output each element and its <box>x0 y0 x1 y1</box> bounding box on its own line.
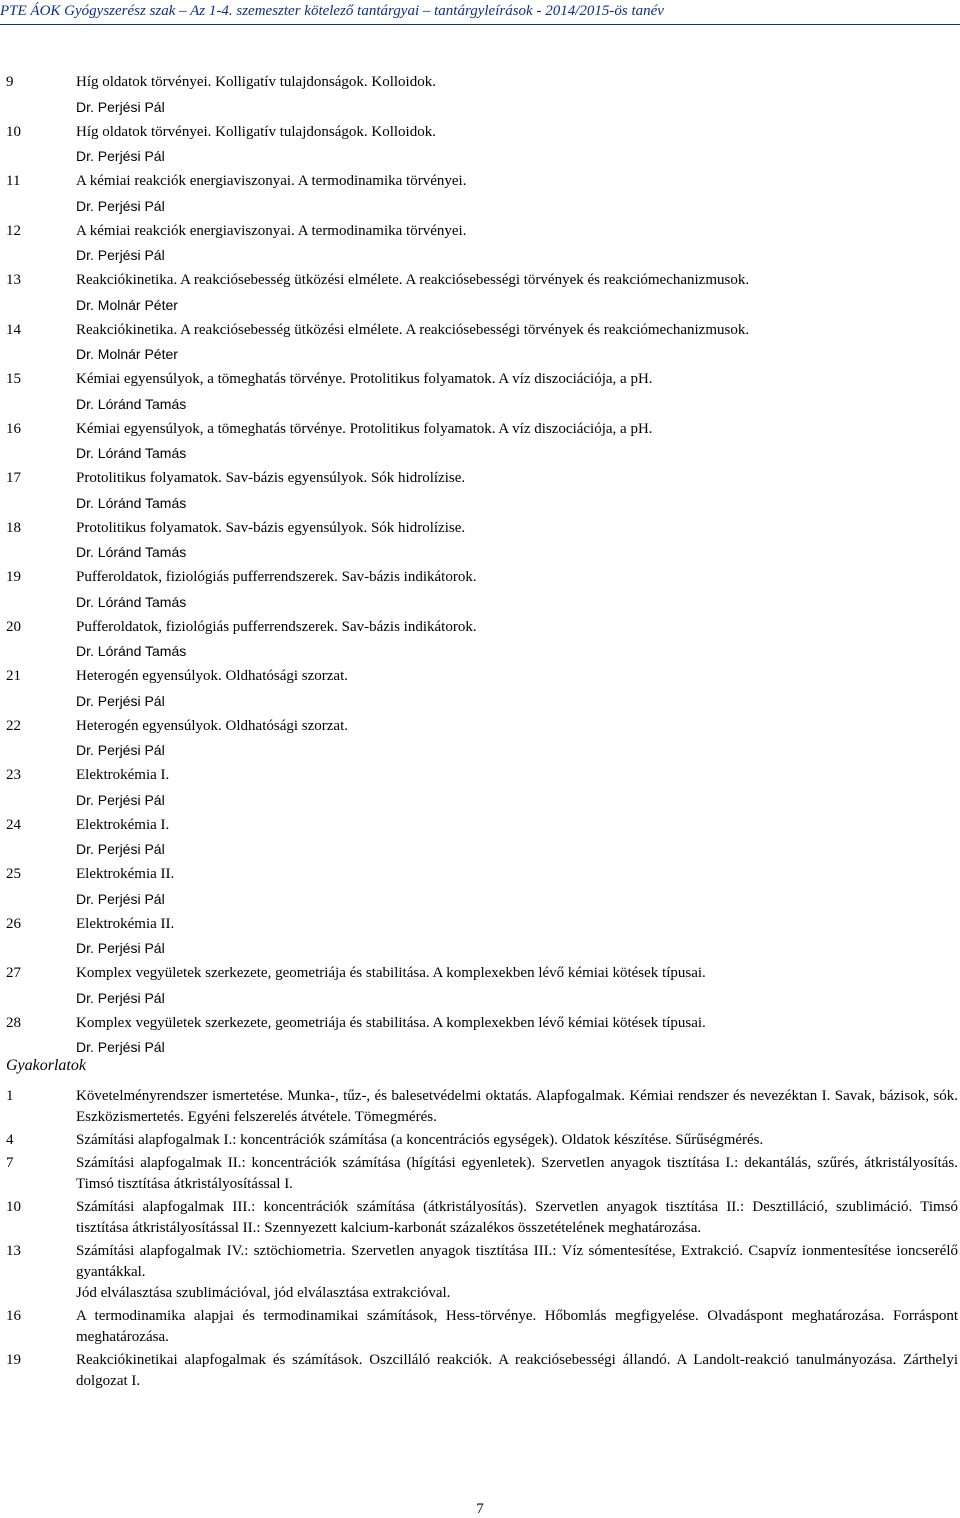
lecture-number: 26 <box>6 915 21 932</box>
lecturer-name: Dr. Perjési Pál <box>76 841 165 857</box>
practical-item <box>0 1306 960 1348</box>
lecturer-name: Dr. Lóránd Tamás <box>76 544 187 560</box>
lecture-title: Híg oldatok törvényei. Kolligatív tulajdonságok. Kolloidok. <box>76 74 436 90</box>
practical-week-number: 19 <box>6 1352 21 1368</box>
lecture-number: 21 <box>6 668 21 684</box>
practical-week-number: 4 <box>6 1132 14 1148</box>
practical-description: Számítási alapfogalmak I.: koncentrációk számítása (a koncentrációs egységek). Oldatok készítése. Sűrűségmérés. <box>76 1132 764 1148</box>
lecture-number: 19 <box>6 569 21 585</box>
lecture-item <box>0 268 960 318</box>
practical-week-number: 13 <box>6 1243 21 1259</box>
lecturer-name: Dr. Perjési Pál <box>76 197 165 214</box>
lecturer-name: Dr. Molnár Péter <box>76 296 178 313</box>
practical-description: A termodinamika alapjai és termodinamikai számítások, Hess-törvénye. Hőbomlás megfigyelése. Olvadáspont meghatározása. Forráspont meghatározása. <box>76 1308 958 1345</box>
lecture-number: 25 <box>6 866 21 882</box>
practical-description: Követelményrendszer ismertetése. Munka-, tűz-, és balesetvédelmi oktatás. Alapfogalmak. Kémiai rendszer és nevezéktan I. Savak, bázisok, sók. Eszközismertetés. Egyéni felszerelés átvétele. Tömegmérés. <box>76 1088 958 1125</box>
lecture-number: 16 <box>6 420 21 437</box>
lecture-item <box>0 219 960 269</box>
lecturer-name: Dr. Lóránd Tamás <box>76 593 187 610</box>
lecture-item <box>0 862 960 912</box>
lecture-title: Elektrokémia I. <box>76 816 170 833</box>
lecture-title: Reakciókinetika. A reakciósebesség ütközési elmélete. A reakciósebességi törvények és reakciómechanizmusok. <box>76 321 750 338</box>
lecture-list <box>0 70 960 1060</box>
lecture-item <box>0 714 960 764</box>
lecture-item <box>0 367 960 417</box>
lecture-number: 11 <box>6 173 21 189</box>
lecturer-name: Dr. Perjési Pál <box>76 940 165 956</box>
lecture-number: 14 <box>6 321 21 338</box>
lecture-item <box>0 615 960 665</box>
lecture-item <box>0 120 960 170</box>
lecture-title: Elektrokémia II. <box>76 866 175 882</box>
lecture-title: Kémiai egyensúlyok, a tömeghatás törvénye. Protolitikus folyamatok. A víz diszociációja, a pH. <box>76 420 653 437</box>
lecturer-name: Dr. Lóránd Tamás <box>76 445 187 461</box>
practical-extra-description: Jód elválasztása szublimációval, jód elválasztása extrakcióval. <box>76 1285 451 1301</box>
lecture-item <box>0 70 960 120</box>
practical-item <box>0 1086 960 1128</box>
lecture-title: Komplex vegyületek szerkezete, geometriája és stabilitása. A komplexekben lévő kémiai kötések típusai. <box>76 1014 706 1031</box>
lecture-item <box>0 912 960 962</box>
lecture-title: Komplex vegyületek szerkezete, geometriája és stabilitása. A komplexekben lévő kémiai kötések típusai. <box>76 965 706 981</box>
lecture-number: 9 <box>6 74 14 90</box>
page-header: PTE ÁOK Gyógyszerész szak – Az 1-4. szemeszter kötelező tantárgyai – tantárgyleírások - 2014/2015-ös tanév <box>0 3 664 19</box>
practical-week-number: 1 <box>6 1088 14 1104</box>
section-title-practicals: Gyakorlatok <box>6 1057 86 1074</box>
lecturer-name: Dr. Lóránd Tamás <box>76 395 187 412</box>
lecture-item <box>0 417 960 467</box>
lecture-title: Híg oldatok törvényei. Kolligatív tulajdonságok. Kolloidok. <box>76 123 436 140</box>
lecture-title: Heterogén egyensúlyok. Oldhatósági szorzat. <box>76 668 348 684</box>
practical-description: Számítási alapfogalmak II.: koncentrációk számítása (hígítási egyenletek). Szervetlen anyagok tisztítása I.: dekantálás, szűrés, átkristályosítás. Timsó tisztítása átkristályosítással I. <box>76 1155 958 1192</box>
lecturer-name: Dr. Perjési Pál <box>76 247 165 263</box>
lecture-number: 17 <box>6 470 21 486</box>
lecture-item <box>0 466 960 516</box>
lecture-title: Elektrokémia II. <box>76 915 175 932</box>
practical-description: Számítási alapfogalmak III.: koncentrációk számítása (átkristályosítás). Szervetlen anyagok tisztítása II.: Desztilláció, szublimáció. Timsó tisztítása átkristályosítással II.: Szennyezett kalcium-karbonát százalékos összetételének meghatározása. <box>76 1199 958 1236</box>
lecture-title: Protolitikus folyamatok. Sav-bázis egyensúlyok. Sók hidrolízise. <box>76 519 466 536</box>
lecture-title: A kémiai reakciók energiaviszonyai. A termodinamika törvényei. <box>76 222 467 239</box>
practical-item <box>0 1197 960 1239</box>
lecture-number: 24 <box>6 816 21 833</box>
lecture-title: Pufferoldatok, fiziológiás pufferrendszerek. Sav-bázis indikátorok. <box>76 569 477 585</box>
practical-list <box>0 1086 960 1394</box>
practical-description: Reakciókinetikai alapfogalmak és számítások. Oszcilláló reakciók. A reakciósebességi állandó. A Landolt-reakció tanulmányozása. Zárthelyi dolgozat I. <box>76 1352 958 1389</box>
lecture-title: Protolitikus folyamatok. Sav-bázis egyensúlyok. Sók hidrolízise. <box>76 470 466 486</box>
lecture-item <box>0 1011 960 1061</box>
lecturer-name: Dr. Perjési Pál <box>76 148 165 164</box>
lecturer-name: Dr. Perjési Pál <box>76 742 165 758</box>
lecture-item <box>0 318 960 368</box>
lecture-item <box>0 169 960 219</box>
practical-item <box>0 1130 960 1151</box>
lecture-number: 12 <box>6 222 21 239</box>
lecture-number: 18 <box>6 519 21 536</box>
lecture-item <box>0 664 960 714</box>
lecture-title: Kémiai egyensúlyok, a tömeghatás törvénye. Protolitikus folyamatok. A víz diszociációja, a pH. <box>76 371 653 387</box>
lecturer-name: Dr. Perjési Pál <box>76 98 165 115</box>
practical-description: Számítási alapfogalmak IV.: sztöchiometria. Szervetlen anyagok tisztítása III.: Víz sómentesítése, Extrakció. Csapvíz ionmentesítése ioncserélő gyantákkal. <box>76 1243 958 1280</box>
lecturer-name: Dr. Molnár Péter <box>76 346 178 362</box>
lecturer-name: Dr. Perjési Pál <box>76 890 165 907</box>
lecture-number: 28 <box>6 1014 21 1031</box>
header-divider <box>0 24 960 25</box>
practical-week-number: 16 <box>6 1308 21 1324</box>
lecture-item <box>0 763 960 813</box>
lecture-number: 15 <box>6 371 21 387</box>
lecturer-name: Dr. Perjési Pál <box>76 989 165 1006</box>
lecture-title: Elektrokémia I. <box>76 767 170 783</box>
lecture-title: Heterogén egyensúlyok. Oldhatósági szorzat. <box>76 717 348 734</box>
lecture-number: 27 <box>6 965 21 981</box>
lecture-number: 10 <box>6 123 21 140</box>
lecturer-name: Dr. Perjési Pál <box>76 1039 165 1055</box>
lecturer-name: Dr. Perjési Pál <box>76 791 165 808</box>
lecture-title: Pufferoldatok, fiziológiás pufferrendszerek. Sav-bázis indikátorok. <box>76 618 477 635</box>
lecture-item <box>0 516 960 566</box>
lecture-title: A kémiai reakciók energiaviszonyai. A termodinamika törvényei. <box>76 173 467 189</box>
lecturer-name: Dr. Lóránd Tamás <box>76 494 187 511</box>
page-number: 7 <box>476 1501 484 1517</box>
lecturer-name: Dr. Lóránd Tamás <box>76 643 187 659</box>
lecture-number: 22 <box>6 717 21 734</box>
lecture-number: 13 <box>6 272 21 288</box>
practical-item <box>0 1350 960 1392</box>
lecture-title: Reakciókinetika. A reakciósebesség ütközési elmélete. A reakciósebességi törvények és reakciómechanizmusok. <box>76 272 750 288</box>
practical-item <box>0 1153 960 1195</box>
lecture-number: 23 <box>6 767 21 783</box>
lecture-item <box>0 565 960 615</box>
practical-week-number: 7 <box>6 1155 14 1171</box>
practical-item <box>0 1241 960 1304</box>
lecture-item <box>0 813 960 863</box>
lecture-item <box>0 961 960 1011</box>
practical-week-number: 10 <box>6 1199 21 1215</box>
lecturer-name: Dr. Perjési Pál <box>76 692 165 709</box>
lecture-number: 20 <box>6 618 21 635</box>
